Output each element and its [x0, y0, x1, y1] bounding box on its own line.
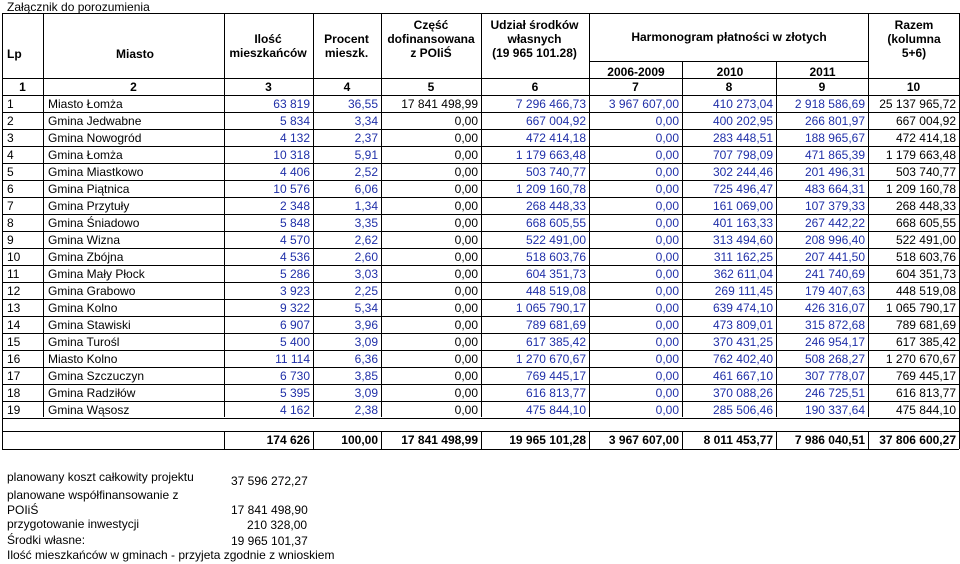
- table-cell: 2,60: [354, 250, 378, 264]
- table-cell: 518 603,76: [895, 250, 956, 264]
- table-cell: Gmina Stawiski: [48, 318, 131, 332]
- header-period-2011: 2011: [809, 65, 836, 79]
- table-cell: 0,00: [655, 267, 679, 281]
- table-cell: 4 406: [279, 165, 310, 179]
- grid-line: [682, 431, 683, 449]
- table-cell: 6: [7, 182, 14, 196]
- table-cell: 161 069,00: [712, 199, 773, 213]
- table-cell: 503 740,77: [895, 165, 956, 179]
- table-cell: 1: [7, 97, 14, 111]
- header-lp: Lp: [7, 47, 22, 61]
- table-cell: 617 385,42: [895, 335, 956, 349]
- table-cell: 522 491,00: [525, 233, 586, 247]
- table-cell: 0,00: [454, 199, 478, 213]
- table-cell: 518 603,76: [525, 250, 586, 264]
- table-cell: 0,00: [454, 165, 478, 179]
- table-cell: 3,85: [354, 369, 378, 383]
- table-cell: 0,00: [655, 148, 679, 162]
- table-cell: 302 244,46: [712, 165, 773, 179]
- table-cell: 1 179 663,48: [515, 148, 586, 162]
- header-czesc-dofinansowana: Część dofinansowana z POIiŚ: [387, 18, 475, 60]
- table-cell: 2 348: [279, 199, 310, 213]
- table-cell: 0,00: [655, 114, 679, 128]
- table-cell: 1,34: [354, 199, 378, 213]
- table-cell: 0,00: [655, 369, 679, 383]
- table-cell: 1 065 790,17: [885, 301, 956, 315]
- grid-line: [589, 61, 868, 62]
- table-cell: 6 907: [279, 318, 310, 332]
- table-cell: 0,00: [454, 386, 478, 400]
- table-cell: Gmina Jedwabne: [48, 114, 142, 128]
- grid-line: [313, 431, 314, 449]
- table-cell: 0,00: [454, 182, 478, 196]
- summary-koszt-label: planowany koszt całkowity projektu: [7, 470, 194, 484]
- table-cell: 2,38: [354, 403, 378, 417]
- table-cell: 3,09: [354, 386, 378, 400]
- table-cell: 426 316,07: [804, 301, 865, 315]
- table-cell: 4 536: [279, 250, 310, 264]
- table-cell: 668 605,55: [525, 216, 586, 230]
- table-cell: 10 576: [273, 182, 310, 196]
- table-cell: 0,00: [655, 352, 679, 366]
- table-cell: Gmina Turośl: [48, 335, 120, 349]
- table-cell: 4: [7, 148, 14, 162]
- grid-line: [682, 61, 683, 417]
- grid-line: [589, 13, 590, 417]
- grid-line: [43, 13, 44, 417]
- table-cell: 0,00: [655, 216, 679, 230]
- table-cell: 5 400: [279, 335, 310, 349]
- table-cell: Gmina Radziłów: [48, 386, 136, 400]
- summary-note: Ilość mieszkańców w gminach - przyjeta zgodnie z wnioskiem: [7, 548, 335, 562]
- table-cell: 0,00: [454, 131, 478, 145]
- table-cell: 5,91: [354, 148, 378, 162]
- table-cell: Gmina Mały Płock: [48, 267, 145, 281]
- table-cell: 0,00: [454, 284, 478, 298]
- grid-line: [481, 13, 482, 417]
- table-cell: 3: [7, 131, 14, 145]
- table-cell: 0,00: [454, 352, 478, 366]
- table-cell: 11: [7, 267, 20, 281]
- table-cell: 725 496,47: [712, 182, 773, 196]
- table-cell: 0,00: [454, 233, 478, 247]
- table-cell: 63 819: [273, 97, 310, 111]
- table-cell: 17 841 498,99: [401, 97, 478, 111]
- table-cell: 0,00: [655, 386, 679, 400]
- table-cell: 370 431,25: [712, 335, 773, 349]
- grid-line: [868, 431, 869, 449]
- table-cell: 107 379,33: [804, 199, 865, 213]
- table-cell: 6,06: [354, 182, 378, 196]
- table-cell: 1 270 670,67: [515, 352, 586, 366]
- table-cell: 246 725,51: [804, 386, 865, 400]
- table-cell: 0,00: [454, 403, 478, 417]
- grid-line: [2, 449, 959, 450]
- table-cell: 2: [7, 114, 14, 128]
- grid-line: [2, 418, 959, 419]
- table-cell: 4 570: [279, 233, 310, 247]
- table-cell: 0,00: [655, 284, 679, 298]
- summary-srodki-label: Środki własne:: [7, 533, 86, 547]
- table-cell: 208 996,40: [804, 233, 865, 247]
- table-cell: 448 519,08: [895, 284, 956, 298]
- table-cell: Gmina Kolno: [48, 301, 118, 315]
- table-cell: 667 004,92: [525, 114, 586, 128]
- table-cell: 0,00: [454, 301, 478, 315]
- table-cell: 503 740,77: [525, 165, 586, 179]
- table-cell: 0,00: [454, 250, 478, 264]
- table-cell: Gmina Grabowo: [48, 284, 136, 298]
- header-udzial-srodkow: Udział środków własnych (19 965 101.28): [490, 18, 579, 60]
- total-cell: 8 011 453,77: [703, 433, 773, 447]
- table-cell: 18: [7, 386, 21, 400]
- table-cell: 269 111,45: [714, 284, 773, 298]
- table-cell: Gmina Przytuły: [48, 199, 130, 213]
- table-cell: 475 844,10: [895, 403, 956, 417]
- table-cell: 400 202,95: [712, 114, 773, 128]
- table-cell: Gmina Zbójna: [48, 250, 124, 264]
- table-cell: 0,00: [655, 318, 679, 332]
- table-cell: 3,03: [354, 267, 378, 281]
- table-cell: 0,00: [655, 182, 679, 196]
- table-cell: 4 132: [279, 131, 310, 145]
- table-cell: 616 813,77: [895, 386, 956, 400]
- grid-line: [381, 13, 382, 417]
- table-cell: Miasto Kolno: [48, 352, 118, 366]
- column-number-3: 3: [265, 80, 272, 94]
- table-cell: Gmina Nowogród: [48, 131, 142, 145]
- table-cell: 188 965,67: [804, 131, 865, 145]
- table-cell: Gmina Wizna: [48, 233, 121, 247]
- table-cell: 307 778,07: [804, 369, 865, 383]
- table-cell: 7 296 466,73: [515, 97, 586, 111]
- table-cell: 639 474,10: [712, 301, 773, 315]
- summary-wspolfin-label-1: planowane współfinansowanie z: [7, 488, 179, 502]
- table-cell: 5: [7, 165, 14, 179]
- table-cell: 17: [7, 369, 21, 383]
- grid-line: [224, 431, 225, 449]
- table-cell: 0,00: [454, 114, 478, 128]
- table-cell: 313 494,60: [712, 233, 773, 247]
- table-cell: 448 519,08: [525, 284, 586, 298]
- table-cell: 0,00: [454, 335, 478, 349]
- total-cell: 174 626: [266, 433, 310, 447]
- table-cell: 472 414,18: [525, 131, 586, 145]
- table-cell: 3,34: [354, 114, 378, 128]
- table-cell: Gmina Łomża: [48, 148, 123, 162]
- table-cell: 1 209 160,78: [885, 182, 956, 196]
- table-cell: 2 918 586,69: [794, 97, 865, 111]
- table-cell: 0,00: [655, 335, 679, 349]
- table-cell: 179 407,63: [804, 284, 865, 298]
- grid-line: [313, 13, 314, 417]
- summary-wspolfin-value: 17 841 498,90: [231, 503, 308, 517]
- table-cell: 616 813,77: [525, 386, 586, 400]
- table-cell: 15: [7, 335, 21, 349]
- table-cell: 0,00: [655, 199, 679, 213]
- table-cell: 508 268,27: [804, 352, 865, 366]
- attachment-title: Załącznik do porozumienia: [7, 0, 150, 14]
- column-number-4: 4: [343, 80, 351, 94]
- table-cell: 10 318: [273, 148, 310, 162]
- summary-srodki-value: 19 965 101,37: [231, 534, 308, 548]
- table-cell: 2,25: [354, 284, 378, 298]
- table-cell: 473 809,01: [712, 318, 773, 332]
- summary-wspolfin-label-2: POIiŚ: [7, 503, 39, 517]
- table-cell: 401 163,33: [712, 216, 773, 230]
- table-cell: 25 137 965,72: [879, 97, 956, 111]
- table-cell: 36,55: [347, 97, 378, 111]
- table-cell: 268 448,33: [525, 199, 586, 213]
- table-cell: 14: [7, 318, 21, 332]
- table-cell: 0,00: [655, 403, 679, 417]
- table-cell: 315 872,68: [804, 318, 865, 332]
- table-cell: 1 209 160,78: [515, 182, 586, 196]
- table-cell: 207 441,50: [804, 250, 865, 264]
- grid-line: [481, 431, 482, 449]
- header-miasto: Miasto: [115, 47, 154, 61]
- total-cell: 7 986 040,51: [794, 433, 865, 447]
- table-cell: 246 954,17: [804, 335, 865, 349]
- total-cell: 3 967 607,00: [608, 433, 679, 447]
- column-number-10: 10: [906, 80, 921, 94]
- table-cell: 285 506,46: [712, 403, 773, 417]
- table-cell: Gmina Szczuczyn: [48, 369, 145, 383]
- table-cell: 0,00: [655, 250, 679, 264]
- total-cell: 17 841 498,99: [401, 433, 478, 447]
- column-number-8: 8: [725, 80, 733, 94]
- header-razem: Razem (kolumna 5+6): [887, 18, 941, 60]
- table-cell: 0,00: [655, 165, 679, 179]
- table-cell: Gmina Śniadowo: [48, 216, 140, 230]
- table-cell: 707 798,09: [712, 148, 773, 162]
- column-number-5: 5: [427, 80, 435, 94]
- grid-line: [776, 61, 777, 417]
- table-cell: 11 114: [275, 352, 310, 366]
- table-cell: 7: [7, 199, 14, 213]
- table-cell: 5,34: [354, 301, 378, 315]
- column-number-7: 7: [632, 80, 639, 94]
- summary-przygotowanie-label: przygotowanie inwestycji: [7, 517, 140, 531]
- table-cell: 8: [7, 216, 14, 230]
- table-cell: 0,00: [655, 131, 679, 145]
- table-cell: 617 385,42: [525, 335, 586, 349]
- grid-line: [589, 431, 590, 449]
- table-cell: 461 667,10: [712, 369, 773, 383]
- table-cell: 283 448,51: [712, 131, 773, 145]
- table-cell: 268 448,33: [895, 199, 956, 213]
- table-cell: 769 445,17: [525, 369, 586, 383]
- header-period-2006-2009: 2006-2009: [607, 65, 665, 79]
- table-cell: 13: [7, 301, 21, 315]
- table-cell: 370 088,26: [712, 386, 773, 400]
- header-ilosc: Ilość mieszkańców: [229, 32, 307, 60]
- table-cell: 3,96: [354, 318, 378, 332]
- table-cell: 0,00: [454, 267, 478, 281]
- column-number-2: 2: [130, 80, 137, 94]
- table-cell: 0,00: [454, 216, 478, 230]
- table-cell: 5 395: [279, 386, 310, 400]
- table-cell: 1 270 670,67: [885, 352, 956, 366]
- table-cell: 190 337,64: [804, 403, 865, 417]
- table-cell: 789 681,69: [895, 318, 956, 332]
- total-cell: 100,00: [341, 433, 378, 447]
- table-cell: 522 491,00: [895, 233, 956, 247]
- table-cell: 3 923: [279, 284, 310, 298]
- table-cell: 472 414,18: [895, 131, 956, 145]
- grid-line: [2, 417, 3, 449]
- table-cell: 9: [7, 233, 14, 247]
- table-cell: 789 681,69: [525, 318, 586, 332]
- table-cell: Miasto Łomża: [48, 97, 123, 111]
- grid-line: [2, 13, 3, 417]
- table-cell: 0,00: [454, 318, 478, 332]
- table-cell: 2,62: [354, 233, 378, 247]
- table-cell: Gmina Miastkowo: [48, 165, 144, 179]
- table-cell: 762 402,40: [712, 352, 773, 366]
- table-cell: 3,35: [354, 216, 378, 230]
- table-cell: 362 611,04: [713, 267, 773, 281]
- table-cell: 410 273,04: [712, 97, 773, 111]
- header-procent: Procent mieszk.: [324, 32, 369, 60]
- grid-line: [224, 13, 225, 417]
- column-number-1: 1: [19, 80, 26, 94]
- grid-line: [868, 13, 869, 417]
- table-cell: 4 162: [279, 403, 310, 417]
- table-cell: 201 496,31: [804, 165, 865, 179]
- table-cell: 2,37: [354, 131, 378, 145]
- table-cell: 10: [7, 250, 21, 264]
- table-cell: 12: [7, 284, 21, 298]
- table-cell: 3,09: [354, 335, 378, 349]
- table-cell: 2,52: [354, 165, 378, 179]
- header-harmonogram: Harmonogram płatności w złotych: [631, 30, 827, 44]
- table-cell: 475 844,10: [525, 403, 586, 417]
- column-number-9: 9: [818, 80, 826, 94]
- grid-line: [381, 431, 382, 449]
- header-period-2010: 2010: [716, 65, 744, 79]
- table-cell: 1 065 790,17: [515, 301, 586, 315]
- table-cell: 19: [7, 403, 21, 417]
- table-cell: 667 004,92: [895, 114, 956, 128]
- table-cell: 471 865,39: [804, 148, 865, 162]
- grid-line: [776, 431, 777, 449]
- table-cell: 0,00: [655, 233, 679, 247]
- column-number-6: 6: [531, 80, 539, 94]
- table-cell: 16: [7, 352, 21, 366]
- table-cell: Gmina Piątnica: [48, 182, 130, 196]
- total-cell: 19 965 101,28: [509, 433, 586, 447]
- summary-koszt-value: 37 596 272,27: [231, 474, 308, 488]
- table-cell: 483 664,31: [804, 182, 865, 196]
- table-cell: 3 967 607,00: [608, 97, 679, 111]
- table-cell: 5 834: [279, 114, 310, 128]
- table-cell: 266 801,97: [804, 114, 865, 128]
- table-cell: 9 322: [279, 301, 310, 315]
- table-cell: 5 848: [279, 216, 310, 230]
- table-cell: 6 730: [279, 369, 310, 383]
- table-cell: 668 605,55: [895, 216, 956, 230]
- table-cell: 604 351,73: [525, 267, 586, 281]
- table-cell: 604 351,73: [895, 267, 956, 281]
- table-cell: 5 286: [279, 267, 310, 281]
- table-cell: 0,00: [454, 369, 478, 383]
- table-cell: 311 162,25: [713, 250, 773, 264]
- total-cell: 37 806 600,27: [879, 433, 956, 447]
- table-cell: 6,36: [354, 352, 378, 366]
- table-cell: Gmina Wąsosz: [48, 403, 130, 417]
- summary-przygotowanie-value: 210 328,00: [247, 518, 308, 532]
- table-cell: 0,00: [655, 301, 679, 315]
- table-cell: 1 179 663,48: [885, 148, 956, 162]
- table-cell: 267 442,22: [804, 216, 865, 230]
- table-cell: 769 445,17: [895, 369, 956, 383]
- table-cell: 241 740,69: [804, 267, 865, 281]
- table-cell: 0,00: [454, 148, 478, 162]
